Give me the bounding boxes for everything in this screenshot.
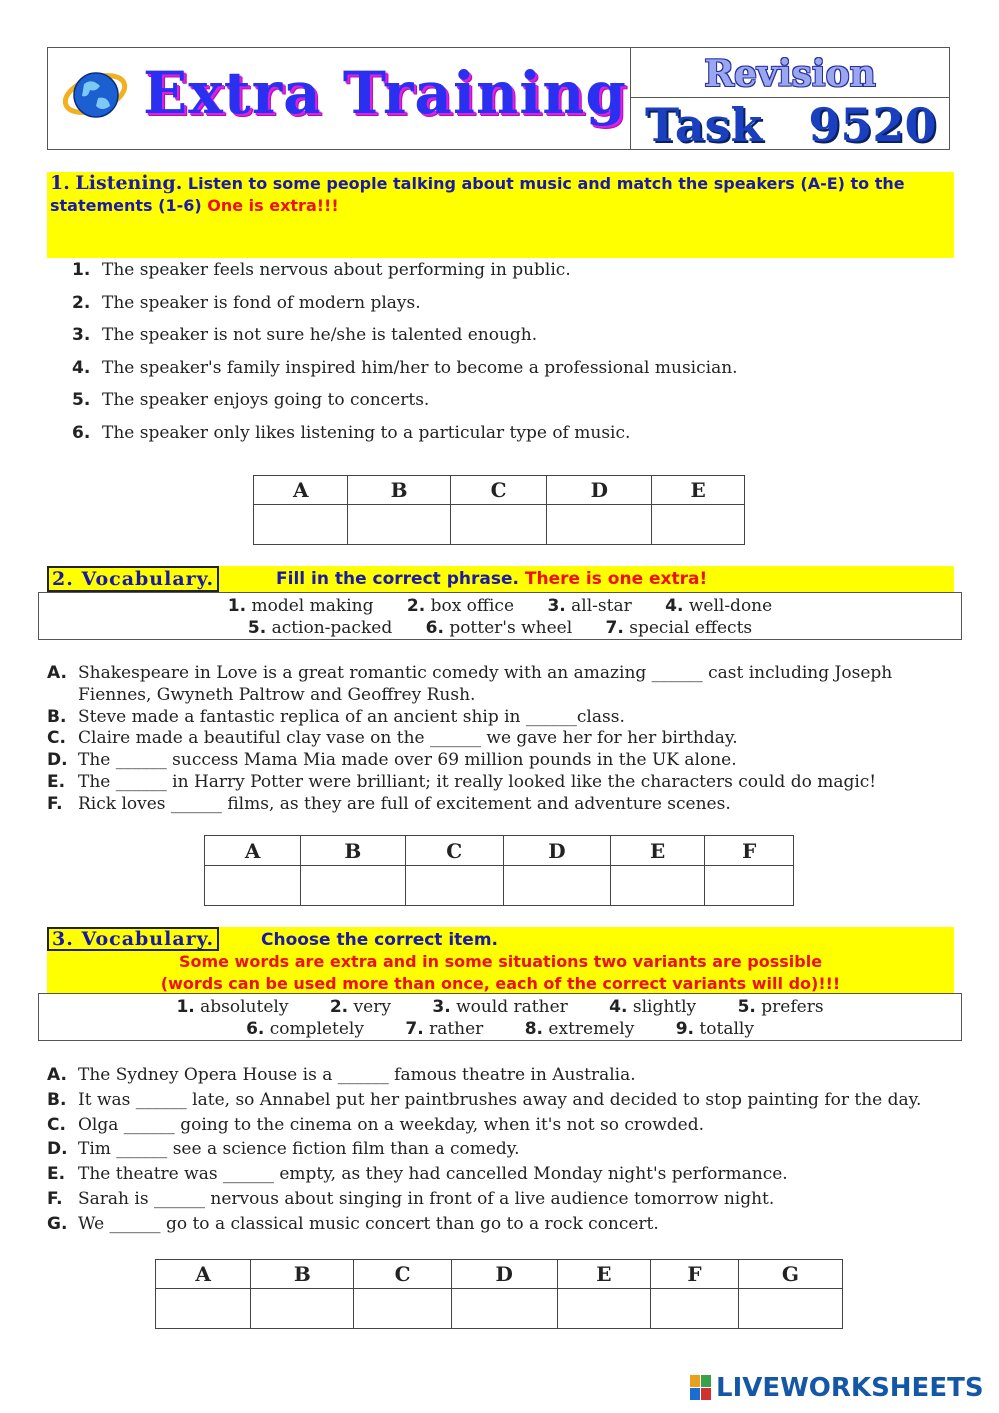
- sentence-text: We ______ go to a classical music concert than go to a rock concert.: [78, 1213, 659, 1234]
- options-row: [39, 996, 961, 1018]
- sentence-letter: G.: [47, 1213, 68, 1234]
- answer-header: B: [251, 1260, 354, 1289]
- section2-sentences: [47, 663, 957, 816]
- statement-item: [72, 256, 952, 289]
- option-number: 7.: [405, 1019, 424, 1039]
- section3-answer-table: [155, 1259, 843, 1329]
- answer-cell[interactable]: [354, 1289, 451, 1329]
- section2-options-box: [38, 592, 962, 640]
- answer-header: E: [652, 476, 745, 505]
- sentence-item: [47, 663, 957, 707]
- option-item: [432, 997, 567, 1017]
- option-number: 4.: [665, 596, 684, 616]
- option-number: 6.: [425, 618, 444, 638]
- sentence-letter: A.: [47, 663, 67, 683]
- option-text: completely: [269, 1019, 364, 1039]
- option-item: [330, 997, 391, 1017]
- statement-item: [72, 354, 952, 387]
- sentence-text: Olga ______ going to the cinema on a weekday, when it's not so crowded.: [78, 1114, 705, 1135]
- answer-cell[interactable]: [705, 866, 794, 906]
- sentence-item: [47, 1137, 957, 1162]
- sentence-item: [47, 1088, 957, 1113]
- section2-answer-table: [204, 835, 794, 906]
- sentence-item: [47, 1212, 957, 1237]
- statement-text: The speaker's family inspired him/her to become a professional musician.: [102, 357, 738, 378]
- option-item: [676, 1019, 754, 1039]
- answer-header: C: [405, 836, 504, 866]
- sentence-letter: C.: [47, 728, 66, 749]
- task-number: 9520: [808, 98, 937, 152]
- options-row: [39, 595, 961, 617]
- answer-header: C: [450, 476, 547, 505]
- option-item: [609, 997, 696, 1017]
- answer-cell[interactable]: [205, 866, 301, 906]
- answer-cell[interactable]: [610, 866, 705, 906]
- statement-text: The speaker enjoys going to concerts.: [102, 390, 430, 411]
- section2-extra-note: There is one extra!: [524, 569, 708, 589]
- option-item: [426, 618, 573, 638]
- option-text: potter's wheel: [449, 618, 573, 638]
- sentence-text: The theatre was ______ empty, as they had cancelled Monday night's performance.: [78, 1164, 788, 1185]
- option-text: absolutely: [200, 997, 289, 1017]
- answer-header: F: [705, 836, 794, 866]
- sentence-item: [47, 772, 957, 794]
- answer-header: G: [738, 1260, 842, 1289]
- section1-title: Listening.: [75, 172, 183, 194]
- option-item: [665, 596, 772, 616]
- liveworksheets-icon: [690, 1375, 712, 1401]
- sentence-text: Sarah is ______ nervous about singing in front of a live audience tomorrow night.: [78, 1188, 775, 1209]
- sentence-item: [47, 1162, 957, 1187]
- section3-sentences: [47, 1063, 957, 1237]
- answer-header: E: [610, 836, 705, 866]
- answer-cell[interactable]: [348, 505, 450, 545]
- globe-logo-icon: [62, 64, 128, 124]
- section1-statements: [72, 256, 952, 452]
- option-number: 6.: [246, 1019, 265, 1039]
- sentence-text: The Sydney Opera House is a ______ famous theatre in Australia.: [78, 1065, 636, 1085]
- statement-item: [72, 321, 952, 354]
- option-number: 7.: [605, 618, 624, 638]
- option-item: [606, 618, 753, 638]
- section3-note-line2: (words can be used more than once, each of the correct variants will do)!!!: [160, 974, 841, 993]
- task-word: Task: [645, 98, 763, 152]
- answer-cell[interactable]: [405, 866, 504, 906]
- sentence-item: [47, 794, 957, 816]
- option-item: [405, 1019, 483, 1039]
- sentence-item: [47, 1113, 957, 1138]
- option-item: [228, 596, 374, 616]
- sentence-item: [47, 728, 957, 750]
- option-number: 3.: [547, 596, 566, 616]
- answer-header: D: [547, 476, 652, 505]
- option-number: 2.: [406, 596, 426, 616]
- statement-text: The speaker is fond of modern plays.: [102, 292, 421, 313]
- section2-instruction-line: [276, 568, 707, 590]
- sentence-text: Rick loves ______ films, as they are full of excitement and adventure scenes.: [78, 793, 731, 814]
- statement-number: 1.: [72, 260, 91, 280]
- sentence-text: Claire made a beautiful clay vase on the ______ we gave her for her birthday.: [78, 728, 738, 749]
- sentence-letter: B.: [47, 706, 67, 727]
- revision-label: Revision: [704, 53, 876, 95]
- section1-instruction: Listen to some people talking about music and match the speakers (A-E) to the statements (1-6): [50, 174, 905, 215]
- liveworksheets-brand: LIVEWORKSHEETS: [716, 1373, 984, 1403]
- task-label: [645, 96, 936, 154]
- statement-number: 2.: [72, 292, 91, 313]
- options-row: [39, 617, 961, 639]
- option-number: 5.: [737, 997, 756, 1017]
- option-text: very: [353, 997, 391, 1017]
- option-number: 4.: [609, 997, 628, 1017]
- answer-header: A: [254, 476, 348, 505]
- sentence-letter: C.: [47, 1114, 66, 1135]
- answer-header: B: [301, 836, 405, 866]
- sentence-text: The ______ in Harry Potter were brilliant; it really looked like the characters could do magic!: [78, 771, 877, 792]
- statement-number: 3.: [72, 325, 91, 346]
- option-number: 2.: [329, 997, 349, 1017]
- sentence-letter: E.: [47, 771, 66, 792]
- option-number: 9.: [675, 1019, 695, 1039]
- option-text: model making: [251, 596, 374, 616]
- answer-cell[interactable]: [652, 505, 745, 545]
- answer-header: B: [348, 476, 450, 505]
- answer-cell[interactable]: [451, 1289, 557, 1329]
- option-text: well-done: [688, 596, 773, 616]
- statement-number: 6.: [72, 422, 91, 443]
- answer-cell[interactable]: [156, 1289, 251, 1329]
- section3-options-box: [38, 993, 962, 1041]
- sentence-text: Steve made a fantastic replica of an ancient ship in ______class.: [78, 706, 625, 727]
- section3-instruction: Choose the correct item.: [261, 930, 499, 950]
- statement-text: The speaker is not sure he/she is talented enough.: [102, 325, 538, 346]
- answer-header: F: [651, 1260, 739, 1289]
- statement-text: The speaker feels nervous about performing in public.: [102, 260, 571, 280]
- option-number: 1.: [227, 596, 247, 616]
- answer-cell[interactable]: [557, 1289, 651, 1329]
- worksheet-title: Extra Training: [143, 59, 627, 127]
- sentence-text: Shakespeare in Love is a great romantic comedy with an amazing ______ cast including Joseph Fiennes, Gwyneth Paltrow and Geoffrey Rush.: [78, 663, 893, 705]
- sentence-item: [47, 750, 957, 772]
- answer-cell[interactable]: [547, 505, 652, 545]
- answer-header: E: [557, 1260, 651, 1289]
- option-number: 5.: [247, 618, 267, 638]
- answer-header: A: [156, 1260, 251, 1289]
- section1-number: 1.: [50, 172, 70, 194]
- sentence-letter: F.: [47, 1188, 63, 1209]
- answer-cell[interactable]: [450, 505, 547, 545]
- statement-number: 4.: [72, 357, 91, 378]
- option-item: [248, 618, 392, 638]
- option-number: 3.: [432, 997, 451, 1017]
- option-text: extremely: [548, 1019, 635, 1039]
- option-item: [246, 1019, 364, 1039]
- statement-item: [72, 289, 952, 322]
- liveworksheets-logo[interactable]: [690, 1373, 984, 1403]
- statement-text: The speaker only likes listening to a particular type of music.: [102, 422, 631, 443]
- answer-cell[interactable]: [301, 866, 405, 906]
- answer-cell[interactable]: [254, 505, 348, 545]
- option-text: slightly: [632, 997, 697, 1017]
- option-text: all-star: [571, 596, 632, 616]
- answer-cell[interactable]: [651, 1289, 739, 1329]
- answer-cell[interactable]: [738, 1289, 842, 1329]
- sentence-text: The ______ success Mama Mia made over 69 million pounds in the UK alone.: [78, 750, 737, 771]
- option-number: 1.: [176, 997, 195, 1017]
- answer-header: A: [205, 836, 301, 866]
- statement-item: [72, 386, 952, 419]
- option-item: [176, 997, 288, 1017]
- answer-header: D: [504, 836, 611, 866]
- options-row: [39, 1018, 961, 1040]
- option-text: prefers: [761, 997, 824, 1017]
- section3-note-line1: Some words are extra and in some situations two variants are possible: [178, 952, 823, 971]
- answer-cell[interactable]: [251, 1289, 354, 1329]
- statement-number: 5.: [72, 390, 91, 411]
- section1-answer-table: [253, 475, 745, 545]
- option-item: [407, 596, 514, 616]
- section2-title: 2. Vocabulary.: [47, 566, 219, 592]
- sentence-letter: E.: [47, 1164, 66, 1185]
- section1-extra-note: One is extra!!!: [207, 196, 339, 215]
- sentence-letter: A.: [47, 1065, 67, 1085]
- answer-cell[interactable]: [504, 866, 611, 906]
- option-text: box office: [430, 596, 515, 616]
- option-text: totally: [699, 1019, 754, 1039]
- option-item: [738, 997, 824, 1017]
- sentence-text: It was ______ late, so Annabel put her paintbrushes away and decided to stop painting for the day.: [78, 1089, 922, 1110]
- option-number: 8.: [524, 1019, 544, 1039]
- option-text: would rather: [456, 997, 568, 1017]
- answer-header: C: [354, 1260, 451, 1289]
- sentence-item: [47, 1063, 957, 1088]
- option-text: special effects: [629, 618, 753, 638]
- sentence-letter: B.: [47, 1089, 67, 1110]
- option-item: [525, 1019, 635, 1039]
- section2-instruction: Fill in the correct phrase.: [276, 569, 519, 589]
- sentence-item: [47, 1187, 957, 1212]
- option-item: [547, 596, 631, 616]
- sentence-letter: F.: [47, 793, 63, 814]
- sentence-item: [47, 707, 957, 729]
- section3-title: 3. Vocabulary.: [47, 927, 219, 951]
- statement-item: [72, 419, 952, 452]
- section1-heading: [50, 172, 950, 217]
- section3-note: [47, 951, 954, 995]
- sentence-text: Tim ______ see a science fiction film than a comedy.: [78, 1139, 520, 1160]
- sentence-letter: D.: [47, 750, 68, 771]
- option-text: action-packed: [271, 618, 393, 638]
- answer-header: D: [451, 1260, 557, 1289]
- sentence-letter: D.: [47, 1139, 68, 1160]
- option-text: rather: [429, 1019, 484, 1039]
